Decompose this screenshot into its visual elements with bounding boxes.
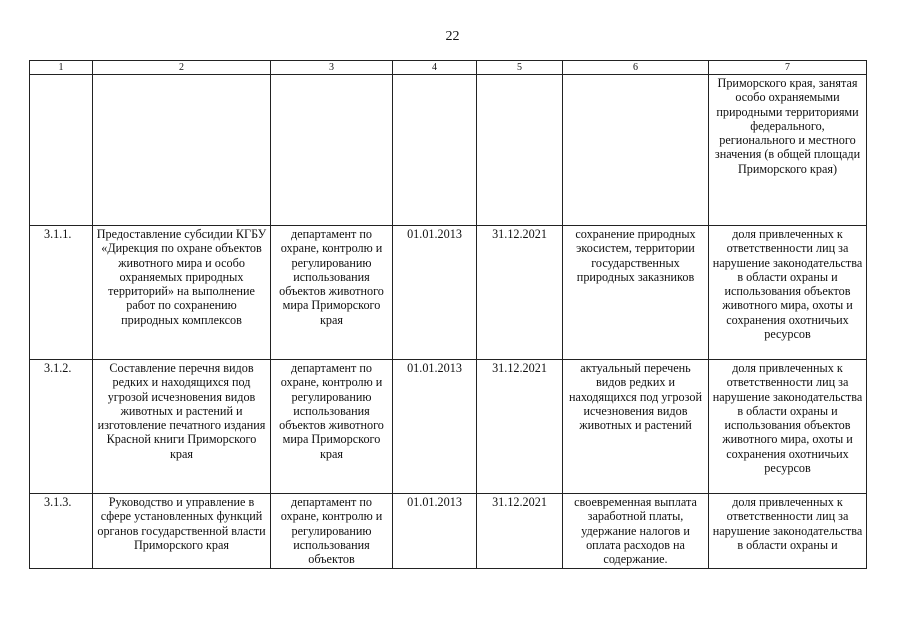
executor-cell: департамент по охране, контролю и регулированию использования объектов	[271, 494, 393, 569]
table-row	[30, 75, 867, 226]
indicator-cell: доля привлеченных к ответственности лиц за нарушение законодательства в области охраны и использования объектов животного мира, охоты и сохранения охотничьих ресурсов	[709, 360, 867, 494]
column-number-row	[30, 61, 867, 75]
table-row	[30, 494, 867, 569]
activity-cell: Руководство и управление в сфере установленных функций органов государственной власти Приморского края	[93, 494, 271, 569]
column-number: 7	[709, 61, 867, 75]
indicator-cell: Приморского края, занятая особо охраняемыми природными территориями федерального, регионального и местного значения (в общей площади Приморского края)	[709, 75, 867, 226]
column-number: 3	[271, 61, 393, 75]
result-cell	[563, 75, 709, 226]
end-date-cell: 31.12.2021	[477, 494, 563, 569]
column-number: 6	[563, 61, 709, 75]
column-number: 4	[393, 61, 477, 75]
column-number: 1	[30, 61, 93, 75]
program-measures-table	[29, 60, 867, 569]
table-row	[30, 360, 867, 494]
start-date-cell: 01.01.2013	[393, 360, 477, 494]
executor-cell: департамент по охране, контролю и регулированию использования объектов животного мира Приморского края	[271, 360, 393, 494]
column-number: 2	[93, 61, 271, 75]
row-number: 3.1.2.	[30, 360, 93, 494]
activity-cell: Составление перечня видов редких и находящихся под угрозой исчезновения видов животных и растений и изготовление печатного издания Красной книги Приморского края	[93, 360, 271, 494]
column-number: 5	[477, 61, 563, 75]
result-cell: своевременная выплата заработной платы, удержание налогов и оплата расходов на содержание.	[563, 494, 709, 569]
start-date-cell: 01.01.2013	[393, 494, 477, 569]
start-date-cell: 01.01.2013	[393, 226, 477, 360]
table-row	[30, 226, 867, 360]
end-date-cell: 31.12.2021	[477, 226, 563, 360]
result-cell: актуальный перечень видов редких и находящихся под угрозой исчезновения видов животных и растений	[563, 360, 709, 494]
row-number: 3.1.3.	[30, 494, 93, 569]
executor-cell	[271, 75, 393, 226]
indicator-cell: доля привлеченных к ответственности лиц за нарушение законодательства в области охраны и использования объектов животного мира, охоты и сохранения охотничьих ресурсов	[709, 226, 867, 360]
activity-cell: Предоставление субсидии КГБУ «Дирекция по охране объектов животного мира и особо охраняемых природных территорий» на выполнение работ по сохранению природных комплексов	[93, 226, 271, 360]
row-number: 3.1.1.	[30, 226, 93, 360]
page-number: 22	[445, 29, 460, 44]
executor-cell: департамент по охране, контролю и регулированию использования объектов животного мира Приморского края	[271, 226, 393, 360]
activity-cell	[93, 75, 271, 226]
end-date-cell: 31.12.2021	[477, 360, 563, 494]
end-date-cell	[477, 75, 563, 226]
start-date-cell	[393, 75, 477, 226]
row-number	[30, 75, 93, 226]
result-cell: сохранение природных экосистем, территории государственных природных заказников	[563, 226, 709, 360]
indicator-cell: доля привлеченных к ответственности лиц за нарушение законодательства в области охраны и	[709, 494, 867, 569]
